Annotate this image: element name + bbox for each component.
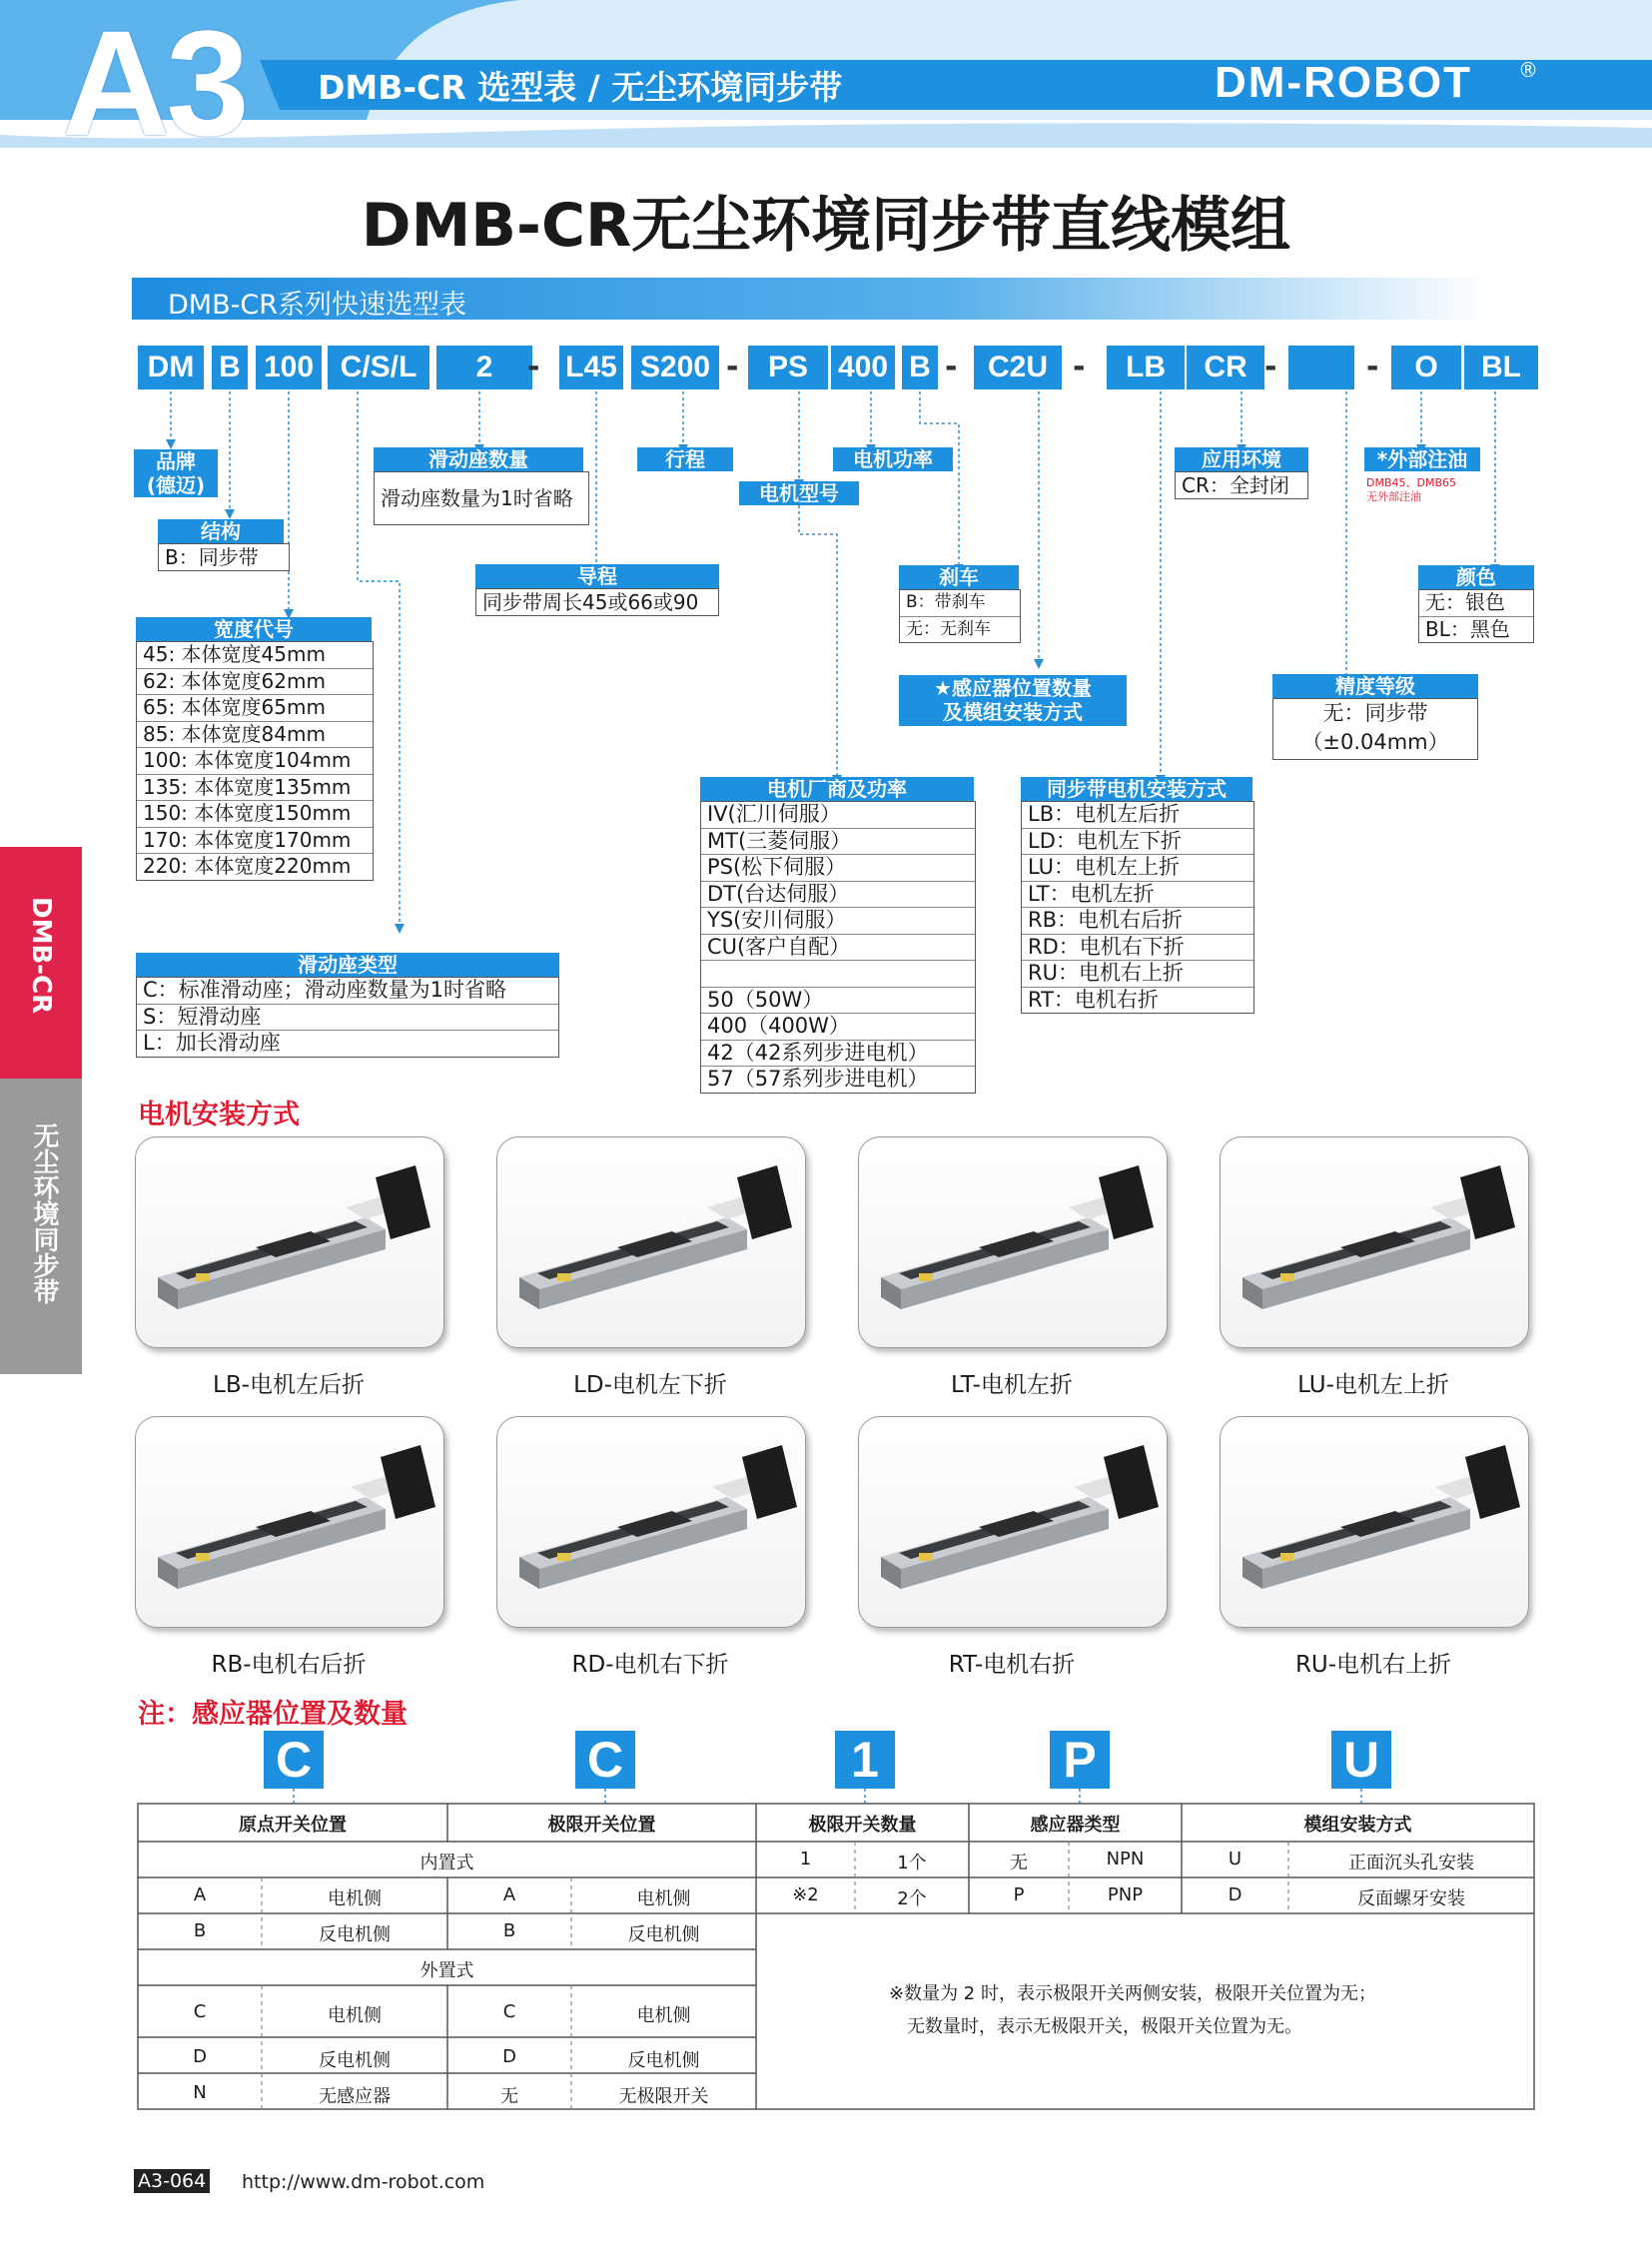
list-item: 42（42系列步进电机） <box>701 1040 975 1067</box>
table-cell: P <box>1013 1884 1025 1905</box>
motor-mount-caption: LD-电机左下折 <box>573 1372 727 1398</box>
list-item: MT(三菱伺服） <box>701 828 975 855</box>
environment-value: CR：全封闭 <box>1175 471 1308 499</box>
footer-url[interactable]: http://www.dm-robot.com <box>242 2171 485 2193</box>
label-motor-mount: 同步带电机安装方式 <box>1021 777 1252 801</box>
table-cell: 电机侧 <box>636 2005 691 2026</box>
list-item: 170: 本体宽度170mm <box>137 827 373 854</box>
sensor-remark <box>889 1977 1376 2043</box>
code-box-slider-type: C/S/L <box>328 346 429 389</box>
list-item: 57（57系列步进电机） <box>701 1066 975 1093</box>
label-sensor: ★感应器位置数量 及模组安装方式 <box>899 675 1127 726</box>
header-mount: 模组安装方式 <box>1303 1815 1412 1836</box>
label-color: 颜色 <box>1418 565 1534 589</box>
table-cell: 无极限开关 <box>618 2086 709 2107</box>
header-sensor-type: 感应器类型 <box>1030 1815 1121 1836</box>
code-box-structure: B <box>212 346 248 389</box>
label-motor-vendor: 电机厂商及功率 <box>700 777 974 801</box>
dash: - <box>527 350 540 384</box>
list-item: LB：电机左后折 <box>1028 802 1181 826</box>
list-item: RU：电机右上折 <box>1022 960 1253 987</box>
table-cell: NPN <box>1106 1849 1145 1869</box>
list-item: RB：电机右后折 <box>1022 907 1253 934</box>
table-cell: C <box>193 2001 207 2022</box>
table-cell: C <box>502 2001 516 2022</box>
code-box-lube: O <box>1391 346 1461 389</box>
dash: - <box>1073 350 1086 384</box>
table-cell: 无感应器 <box>319 2086 391 2107</box>
table-cell: 无 <box>500 2086 518 2107</box>
table-cell: B <box>502 1920 516 1941</box>
table-cell: U <box>1228 1849 1242 1869</box>
list-item: 400（400W） <box>701 1013 975 1040</box>
list-item: 65: 本体宽度65mm <box>137 694 373 721</box>
code-box-width: 100 <box>256 346 322 389</box>
table-cell: B <box>193 1920 207 1941</box>
page-title: DMB-CR无尘环境同步带直线模组 <box>361 191 1291 261</box>
list-item: PS(松下伺服） <box>701 854 975 881</box>
header-limit-count: 极限开关数量 <box>808 1815 917 1836</box>
structure-value: B：同步带 <box>158 543 290 571</box>
code-box-motor-power: 400 <box>831 346 895 389</box>
label-motor-power: 电机功率 <box>833 447 953 471</box>
sensor-letter-origin: C <box>264 1731 324 1789</box>
list-item: 150: 本体宽度150mm <box>137 800 373 827</box>
table-cell: ※2 <box>792 1884 819 1905</box>
list-item: B：带刹车 <box>906 592 986 612</box>
code-box-color: BL <box>1464 346 1538 389</box>
label-motor-model: 电机型号 <box>739 481 859 505</box>
sensor-letter-type: P <box>1050 1731 1110 1789</box>
table-cell: 反电机侧 <box>319 2050 391 2071</box>
code-box-slider-count: 2 <box>436 346 532 389</box>
list-item: 无：同步带 <box>1322 701 1428 725</box>
header-limit-switch: 极限开关位置 <box>547 1815 656 1836</box>
label-precision: 精度等级 <box>1272 674 1478 698</box>
external-label: 外置式 <box>419 1960 474 1981</box>
label-width-code: 宽度代号 <box>136 617 372 641</box>
label-environment: 应用环境 <box>1175 447 1308 471</box>
label-lead: 导程 <box>475 564 719 588</box>
motor-mount-caption: LU-电机左上折 <box>1297 1372 1449 1398</box>
dash: - <box>945 350 958 384</box>
list-item: LD：电机左下折 <box>1022 828 1253 855</box>
table-cell: 反电机侧 <box>319 1924 391 1945</box>
motor-mount-caption: RB-电机右后折 <box>211 1652 367 1678</box>
list-item: 无：无刹车 <box>900 616 1020 643</box>
table-cell: 电机侧 <box>328 1888 382 1909</box>
table-cell: 电机侧 <box>636 1888 691 1909</box>
quick-selection-title: DMB-CR系列快速选型表 <box>168 290 466 321</box>
label-brake: 刹车 <box>899 565 1019 589</box>
dash: - <box>726 350 739 384</box>
code-box-brand: DM <box>138 346 204 389</box>
motor-mount-caption: RU-电机右上折 <box>1294 1652 1452 1678</box>
table-cell: 2个 <box>897 1888 927 1909</box>
list-item: S：短滑动座 <box>137 1004 558 1031</box>
code-box-motor-mount: LB <box>1107 346 1185 389</box>
list-item: LU：电机左上折 <box>1022 854 1253 881</box>
list-item: 135: 本体宽度135mm <box>137 774 373 801</box>
label-slider-count: 滑动座数量 <box>374 447 583 471</box>
side-tab-series-label: DMB-CR <box>26 897 56 1015</box>
header-subtitle: DMB-CR 选型表 / 无尘环境同步带 <box>318 68 843 107</box>
list-item: （±0.04mm） <box>1301 730 1449 754</box>
list-item: YS(安川伺服） <box>701 907 975 934</box>
code-box-sensor: C2U <box>974 346 1062 389</box>
lead-value: 同步带周长45或66或90 <box>475 588 719 616</box>
page-code: A3 <box>62 0 246 167</box>
table-cell: 反电机侧 <box>627 2050 700 2071</box>
dash: - <box>1366 350 1379 384</box>
list-item: DT(台达伺服） <box>701 881 975 908</box>
motor-mount-caption: RT-电机右折 <box>948 1652 1076 1678</box>
header-origin-switch: 原点开关位置 <box>239 1815 347 1836</box>
table-cell: PNP <box>1107 1884 1144 1905</box>
remark-line: 无数量时，表示无极限开关，极限开关位置为无。 <box>907 2016 1302 2037</box>
dash: - <box>1264 350 1277 384</box>
list-item: CU(客户自配） <box>701 934 975 961</box>
brand-logo: DM-ROBOT <box>1215 58 1472 107</box>
footer-page-number: A3-064 <box>134 2169 210 2193</box>
label-brand: 品牌 (德迈) <box>134 449 218 497</box>
lube-note: DMB45、DMB65 无外部注油 <box>1366 476 1457 503</box>
label-structure: 结构 <box>158 519 284 543</box>
table-cell: D <box>193 2046 207 2067</box>
list-item: RD：电机右下折 <box>1022 934 1253 961</box>
code-box-environment: CR <box>1187 346 1264 389</box>
list-item: 62: 本体宽度62mm <box>137 668 373 695</box>
list-item: 100: 本体宽度104mm <box>137 747 373 774</box>
list-item: 85: 本体宽度84mm <box>137 721 373 748</box>
registered-mark: ® <box>1518 58 1538 82</box>
internal-label: 内置式 <box>419 1853 474 1873</box>
table-cell: A <box>502 1884 516 1905</box>
sensor-letter-mount: U <box>1331 1731 1391 1789</box>
list-item: 220: 本体宽度220mm <box>137 853 373 880</box>
list-item: RT：电机右折 <box>1022 987 1253 1014</box>
remark-line: ※数量为 2 时，表示极限开关两侧安装，极限开关位置为无； <box>889 1983 1376 2004</box>
list-item: LT：电机左折 <box>1022 881 1253 908</box>
motor-section-title: 电机安装方式 <box>138 1100 300 1130</box>
label-lube: *外部注油 <box>1364 447 1480 471</box>
slider-count-value: 滑动座数量为1时省略 <box>374 471 589 525</box>
motor-mount-caption: LB-电机左后折 <box>213 1372 365 1398</box>
table-cell: 1 <box>799 1849 812 1869</box>
list-item: L：加长滑动座 <box>137 1030 558 1057</box>
table-cell: D <box>1228 1884 1242 1905</box>
list-item: IV(汇川伺服） <box>707 802 841 826</box>
sensor-letter-limit: C <box>575 1731 635 1789</box>
label-slider-type: 滑动座类型 <box>136 953 559 977</box>
table-cell: A <box>193 1884 207 1905</box>
list-item: C：标准滑动座；滑动座数量为1时省略 <box>143 978 507 1002</box>
table-cell: D <box>502 2046 516 2067</box>
list-item: 50（50W） <box>701 987 975 1014</box>
table-cell: 正面沉头孔安装 <box>1348 1853 1474 1873</box>
motor-mount-caption: LT-电机左折 <box>951 1372 1073 1398</box>
side-tab-category-label: 无尘环境同步带 <box>29 1122 59 1304</box>
list-item: 无：银色 <box>1425 590 1505 614</box>
label-stroke: 行程 <box>637 447 733 471</box>
code-box-stroke: S200 <box>631 346 719 389</box>
list-item: BL：黑色 <box>1419 616 1533 643</box>
table-cell: N <box>193 2082 207 2103</box>
table-cell: 电机侧 <box>328 2005 382 2026</box>
table-cell: 反面螺牙安装 <box>1357 1888 1465 1909</box>
code-box-motor-model: PS <box>748 346 828 389</box>
motor-mount-caption: RD-电机右下折 <box>571 1652 729 1678</box>
code-box-brake: B <box>902 346 938 389</box>
list-item: 45: 本体宽度45mm <box>143 642 326 666</box>
table-cell: 反电机侧 <box>627 1924 700 1945</box>
sensor-note-title: 注：感应器位置及数量 <box>138 1699 408 1730</box>
sensor-letter-count: 1 <box>835 1731 895 1789</box>
table-cell: 无 <box>1010 1853 1028 1873</box>
table-cell: 1个 <box>897 1853 927 1873</box>
code-box-lead: L45 <box>559 346 623 389</box>
